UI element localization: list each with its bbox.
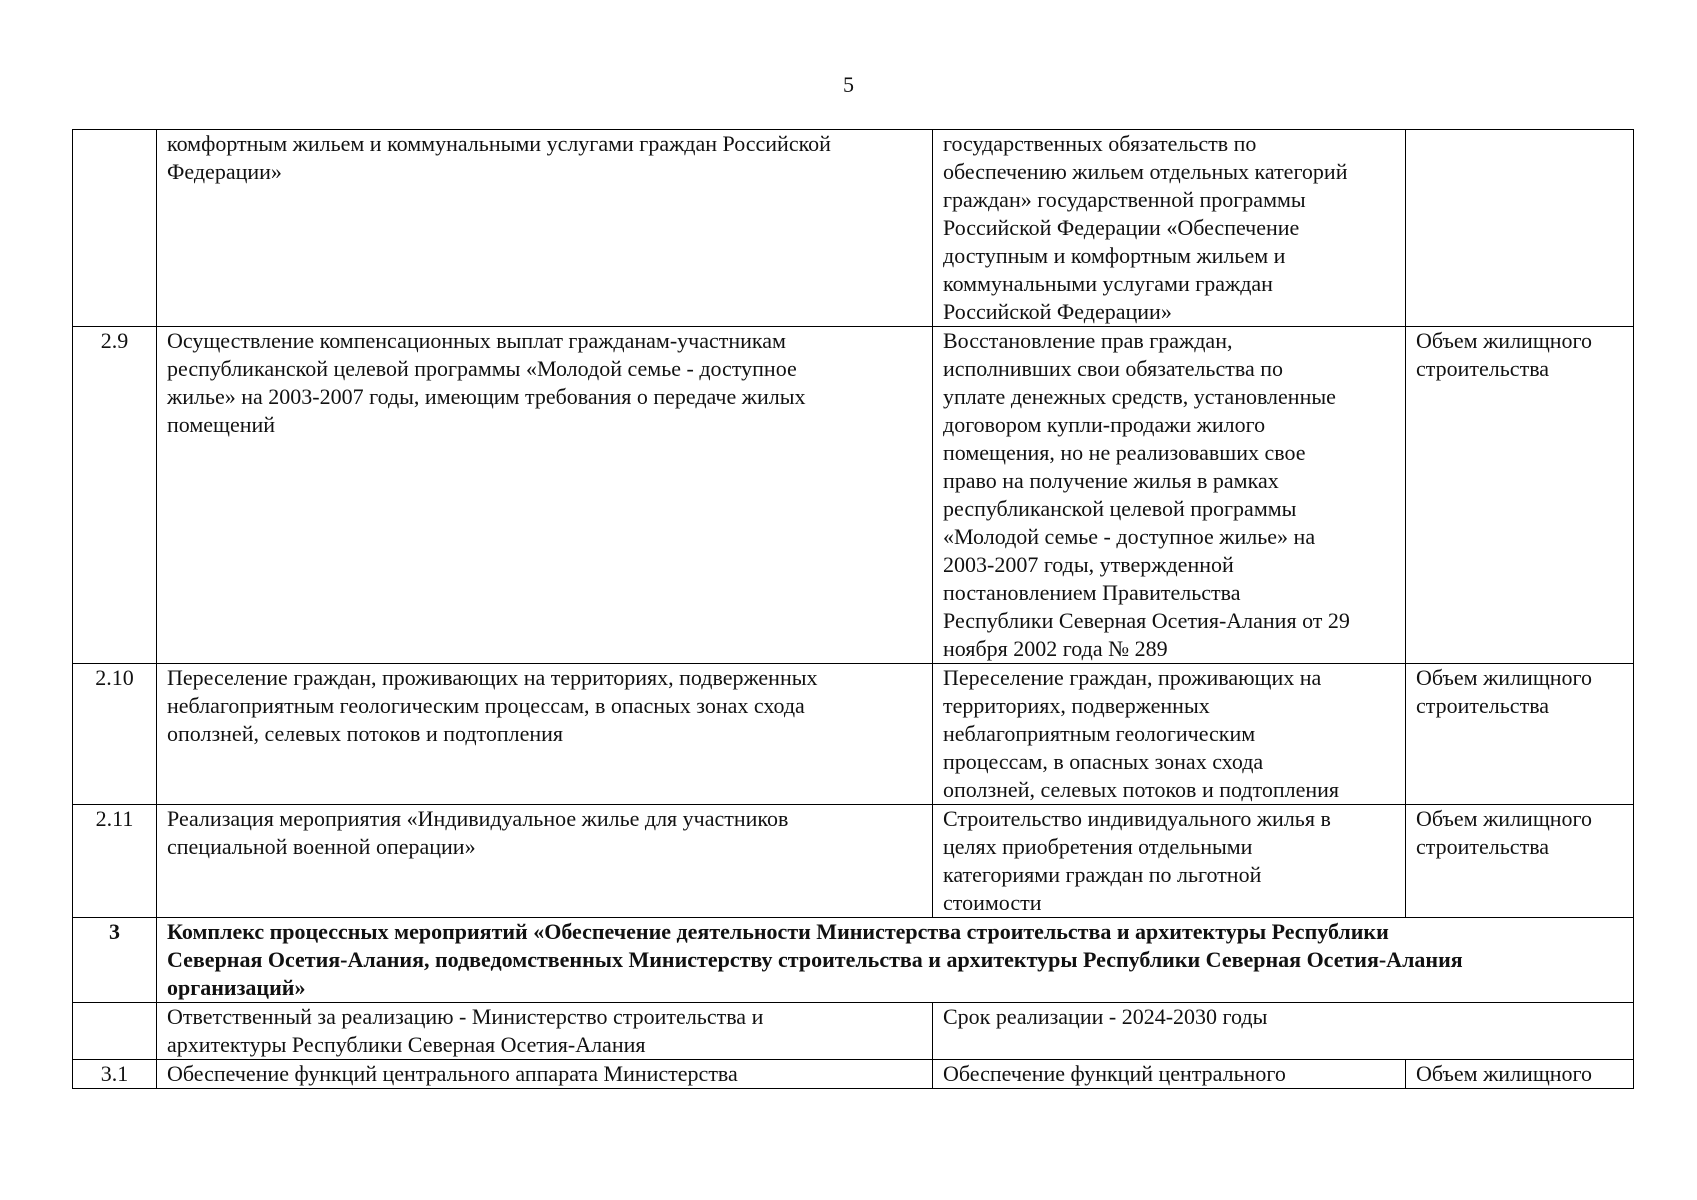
table-row: [73, 327, 1634, 664]
indicator-cell: Объем жилищного строительства: [1406, 805, 1634, 918]
description-cell: Обеспечение функций центрального: [933, 1060, 1406, 1089]
section-header-row: [73, 918, 1634, 1003]
table-row: [73, 1060, 1634, 1089]
row-number: 2.11: [73, 805, 157, 918]
task-cell: Осуществление компенсационных выплат гражданам-участникам республиканской целевой программы «Молодой семье - доступное жилье» на 2003-2007 годы, имеющим требования о передаче жилых помещений: [157, 327, 933, 664]
table-row: [73, 805, 1634, 918]
term-cell: Срок реализации - 2024-2030 годы: [933, 1003, 1634, 1060]
task-cell: Обеспечение функций центрального аппарата Министерства: [157, 1060, 933, 1089]
row-number: [73, 1003, 157, 1060]
indicator-cell: [1406, 130, 1634, 327]
section-title: Комплекс процессных мероприятий «Обеспечение деятельности Министерства строительства и архитектуры Республики Северная Осетия-Алания, подведомственных Министерству строительства и архитектуры Республики Северная Осетия-Алания организаций»: [157, 918, 1634, 1003]
task-cell: Реализация мероприятия «Индивидуальное жилье для участников специальной военной операции»: [157, 805, 933, 918]
description-cell: Переселение граждан, проживающих на территориях, подверженных неблагоприятным геологическим процессам, в опасных зонах схода оползней, селевых потоков и подтопления: [933, 664, 1406, 805]
responsible-row: [73, 1003, 1634, 1060]
task-cell: комфортным жильем и коммунальными услугами граждан Российской Федерации»: [157, 130, 933, 327]
row-number: [73, 130, 157, 327]
description-cell: государственных обязательств по обеспечению жильем отдельных категорий граждан» государственной программы Российской Федерации «Обеспечение доступным и комфортным жильем и коммунальными услугами граждан Российской Федерации»: [933, 130, 1406, 327]
measures-table: [72, 129, 1634, 1089]
row-number: 2.10: [73, 664, 157, 805]
page-number: 5: [843, 72, 854, 97]
table-row: [73, 130, 1634, 327]
indicator-cell: Объем жилищного: [1406, 1060, 1634, 1089]
indicator-cell: Объем жилищного строительства: [1406, 327, 1634, 664]
task-cell: Переселение граждан, проживающих на территориях, подверженных неблагоприятным геологическим процессам, в опасных зонах схода оползней, селевых потоков и подтопления: [157, 664, 933, 805]
responsible-cell: Ответственный за реализацию - Министерство строительства и архитектуры Республики Северная Осетия-Алания: [157, 1003, 933, 1060]
row-number: 2.9: [73, 327, 157, 664]
table-row: [73, 664, 1634, 805]
indicator-cell: Объем жилищного строительства: [1406, 664, 1634, 805]
description-cell: Строительство индивидуального жилья в целях приобретения отдельными категориями граждан по льготной стоимости: [933, 805, 1406, 918]
description-cell: Восстановление прав граждан, исполнивших свои обязательства по уплате денежных средств, установленные договором купли-продажи жилого помещения, но не реализовавших свое право на получение жилья в рамках республиканской целевой программы «Молодой семье - доступное жилье» на 2003-2007 годы, утвержденной постановлением Правительства Республики Северная Осетия-Алания от 29 ноября 2002 года № 289: [933, 327, 1406, 664]
row-number: 3.1: [73, 1060, 157, 1089]
section-number: 3: [73, 918, 157, 1003]
